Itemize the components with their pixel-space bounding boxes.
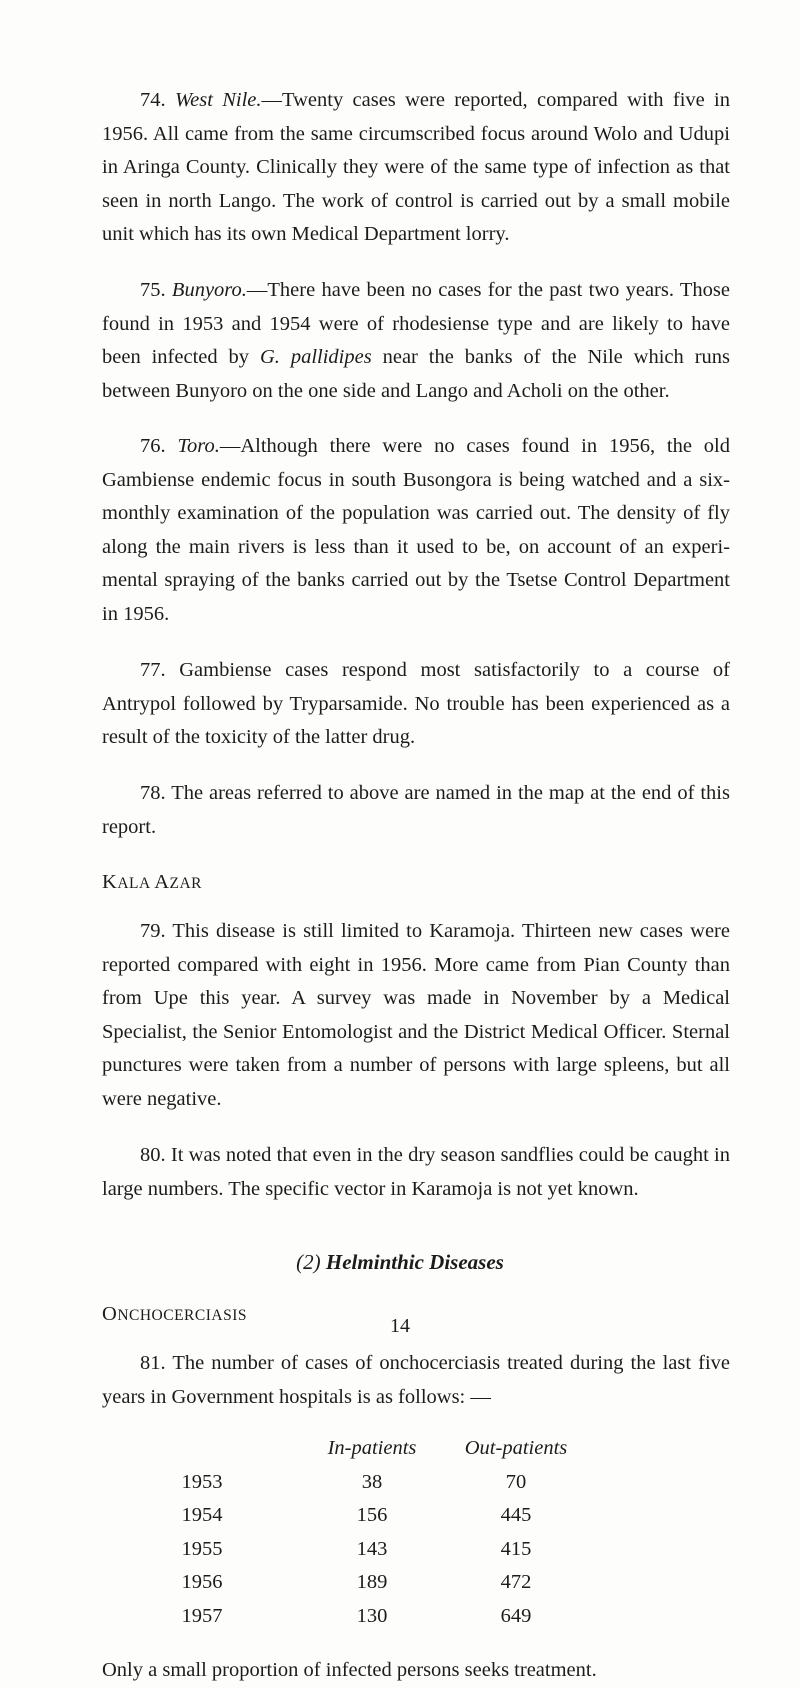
table-row <box>102 1600 590 1634</box>
closing-sentence: Only a small proportion of infected persons seeks treatment. <box>102 1659 597 1681</box>
table-row <box>102 1533 590 1567</box>
table-row <box>102 1499 590 1533</box>
species-name: G. pallidipes <box>259 346 372 369</box>
in-patients-cell: 156 <box>356 1504 388 1527</box>
table-row <box>102 1566 590 1600</box>
in-patients-cell: 189 <box>356 1571 388 1594</box>
out-patients-cell: 472 <box>500 1571 532 1594</box>
paragraph-78: 78. The areas referred to above are named in the map at the end of this report. <box>102 782 730 838</box>
paragraph-76: 76. Toro.—Although there were no cases found in 1956, the old Gambiense endemic focus in south Busongora is being watched and a six-monthly examination of the population was carried out. The density of fly along the main rivers is less than it used to be, on account of an experimental spraying of the banks carried out by the Tsetse Control Department in 1956. <box>102 435 731 625</box>
year-cell: 1953 <box>181 1470 223 1493</box>
out-patients-cell: 70 <box>505 1470 527 1493</box>
page-number: 14 <box>390 1315 410 1337</box>
year-cell: 1957 <box>181 1604 223 1627</box>
paragraph-75: 75. Bunyoro.—There have been no cases for the past two years. Those found in 1953 and 1954 were of rhodesiense type and are likely to have been infected by G. pallidipes near the banks of the Nile which runs between Bunyoro on the one side and Lango and Acholi on the other. <box>102 279 731 402</box>
paragraph-80: 80. It was noted that even in the dry season sandflies could be caught in large numbers. The specific vector in Karamoja is not yet known. <box>102 1144 730 1200</box>
in-patients-cell: 143 <box>356 1537 388 1560</box>
year-cell: 1956 <box>181 1571 223 1594</box>
table-header-row <box>102 1432 590 1466</box>
paragraph-74: 74. West Nile.—Twenty cases were reported, compared with five in 1956. All came from the same circumscribed focus around Wolo and Udupi in Aringa County. Clinically they were of the same type of infection as that seen in north Lango. The work of control is carried out by a small mobile unit which has its own Medical Department lorry. <box>102 89 731 246</box>
out-patients-cell: 649 <box>500 1604 532 1627</box>
table-row <box>102 1466 590 1500</box>
heading-bunyoro: Bunyoro. <box>171 279 247 301</box>
column-header-out-patients: Out-patients <box>464 1437 568 1459</box>
in-patients-cell: 130 <box>356 1604 388 1627</box>
paragraph-81: 81. The number of cases of onchocerciasis treated during the last five years in Government hospitals is as follows: — <box>102 1352 730 1408</box>
out-patients-cell: 445 <box>500 1504 532 1527</box>
heading-kala-azar: KALA AZAR <box>102 871 202 893</box>
section-heading-helminthic: (2) Helminthic Diseases <box>296 1250 504 1274</box>
heading-toro: Toro. <box>177 435 220 457</box>
heading-west-nile: West Nile. <box>174 89 262 111</box>
heading-onchocerciasis: ONCHOCERCIASIS <box>102 1303 247 1325</box>
year-cell: 1955 <box>181 1537 223 1560</box>
year-cell: 1954 <box>181 1504 223 1527</box>
onchocerciasis-table <box>102 1432 590 1634</box>
column-header-in-patients: In-patients <box>327 1437 417 1459</box>
in-patients-cell: 38 <box>361 1470 383 1493</box>
out-patients-cell: 415 <box>500 1537 532 1560</box>
paragraph-79: 79. This disease is still limited to Karamoja. Thirteen new cases were reported compared with eight in 1956. More came from Pian County than from Upe this year. A survey was made in November by a Medical Specialist, the Senior Entomologist and the District Medical Officer. Sternal punctures were taken from a number of persons with large spleens, but all were negative. <box>102 920 730 1110</box>
paragraph-77: 77. Gambiense cases respond most satisfactorily to a course of Antrypol followed by Tryparsamide. No trouble has been experienced as a result of the toxicity of the latter drug. <box>102 659 730 749</box>
